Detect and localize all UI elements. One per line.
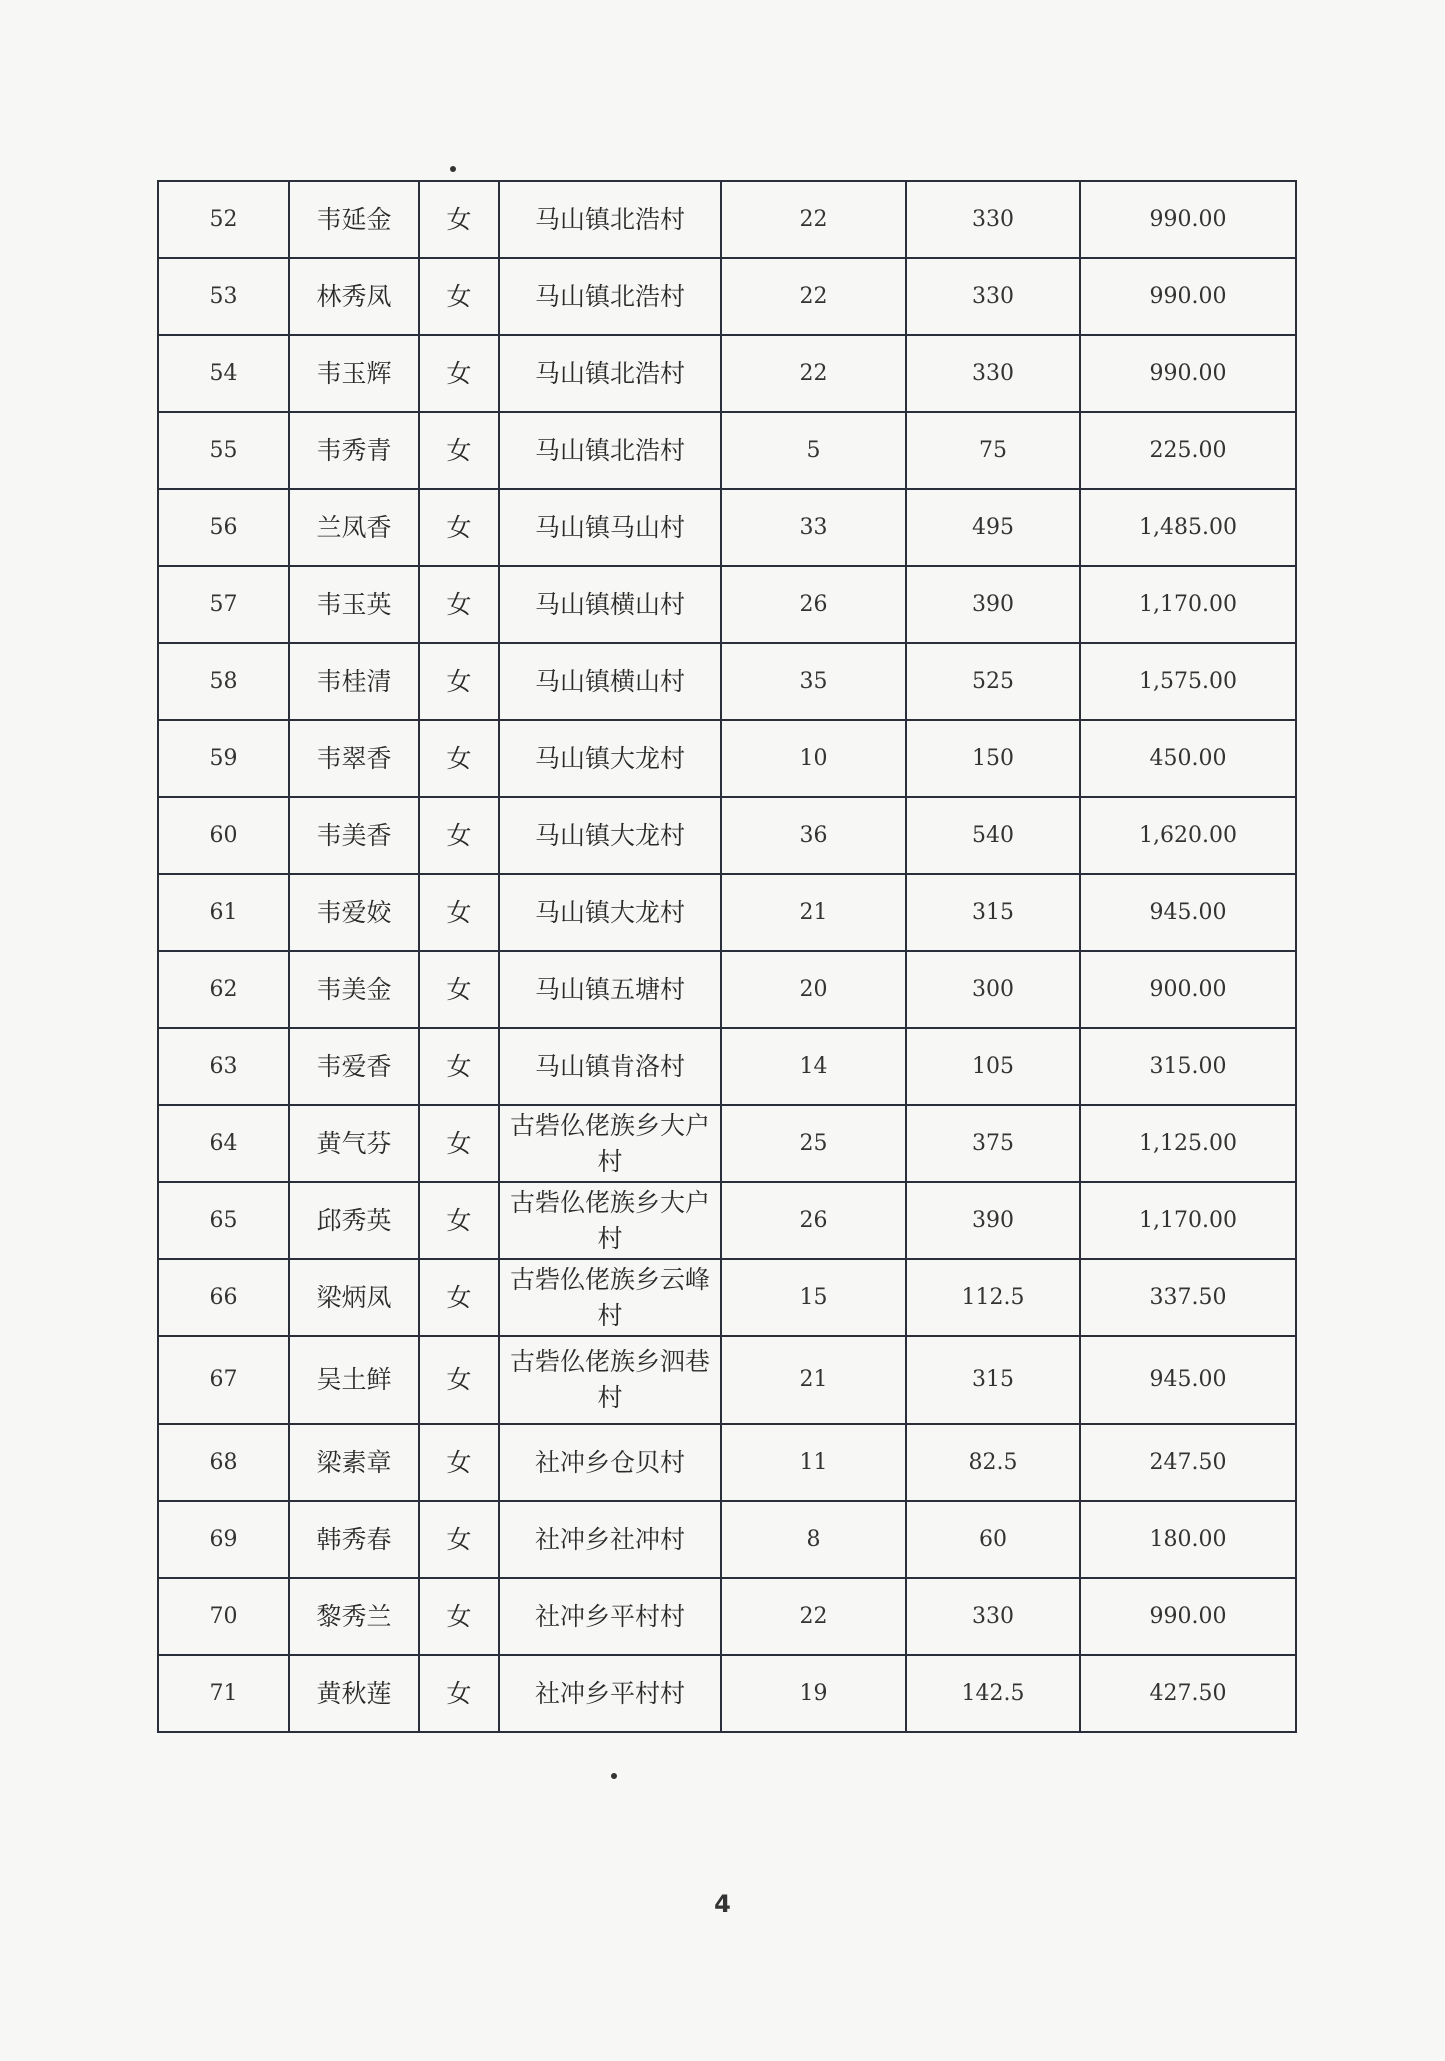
quantity-cell: 22 [721, 1578, 906, 1655]
row-number-cell: 70 [158, 1578, 289, 1655]
gender-cell: 女 [419, 1259, 499, 1336]
person-name-cell: 韦爱姣 [289, 874, 419, 951]
amount-cell: 142.5 [906, 1655, 1080, 1732]
person-name-cell: 韩秀春 [289, 1501, 419, 1578]
person-name-cell: 邱秀英 [289, 1182, 419, 1259]
total-amount-cell: 1,485.00 [1080, 489, 1296, 566]
gender-cell: 女 [419, 1105, 499, 1182]
table-row [158, 643, 1296, 720]
table-row [158, 1259, 1296, 1336]
village-cell: 马山镇横山村 [499, 643, 721, 720]
amount-cell: 105 [906, 1028, 1080, 1105]
table-row [158, 1028, 1296, 1105]
row-number-cell: 65 [158, 1182, 289, 1259]
table-row [158, 566, 1296, 643]
amount-cell: 495 [906, 489, 1080, 566]
total-amount-cell: 247.50 [1080, 1424, 1296, 1501]
table-row [158, 720, 1296, 797]
person-name-cell: 黄秋莲 [289, 1655, 419, 1732]
table-row [158, 1501, 1296, 1578]
person-name-cell: 兰凤香 [289, 489, 419, 566]
person-name-cell: 韦秀青 [289, 412, 419, 489]
person-name-cell: 韦美金 [289, 951, 419, 1028]
person-name-cell: 韦翠香 [289, 720, 419, 797]
total-amount-cell: 1,170.00 [1080, 1182, 1296, 1259]
person-name-cell: 黄气芬 [289, 1105, 419, 1182]
gender-cell: 女 [419, 335, 499, 412]
total-amount-cell: 990.00 [1080, 258, 1296, 335]
gender-cell: 女 [419, 1424, 499, 1501]
village-cell: 社冲乡社冲村 [499, 1501, 721, 1578]
amount-cell: 315 [906, 1336, 1080, 1424]
village-cell: 马山镇大龙村 [499, 874, 721, 951]
quantity-cell: 33 [721, 489, 906, 566]
total-amount-cell: 315.00 [1080, 1028, 1296, 1105]
row-number-cell: 55 [158, 412, 289, 489]
row-number-cell: 63 [158, 1028, 289, 1105]
person-name-cell: 韦美香 [289, 797, 419, 874]
gender-cell: 女 [419, 797, 499, 874]
table-row [158, 1424, 1296, 1501]
amount-cell: 390 [906, 1182, 1080, 1259]
amount-cell: 540 [906, 797, 1080, 874]
amount-cell: 330 [906, 258, 1080, 335]
village-cell: 马山镇北浩村 [499, 335, 721, 412]
row-number-cell: 53 [158, 258, 289, 335]
village-cell: 社冲乡平村村 [499, 1655, 721, 1732]
person-name-cell: 黎秀兰 [289, 1578, 419, 1655]
village-cell: 古砦仫佬族乡大户村 [499, 1182, 721, 1259]
roster-body [158, 181, 1296, 1732]
row-number-cell: 69 [158, 1501, 289, 1578]
village-cell: 马山镇五塘村 [499, 951, 721, 1028]
scan-speck [450, 166, 456, 172]
gender-cell: 女 [419, 489, 499, 566]
quantity-cell: 20 [721, 951, 906, 1028]
page-number: 4 [714, 1890, 731, 1918]
row-number-cell: 58 [158, 643, 289, 720]
village-cell: 马山镇马山村 [499, 489, 721, 566]
person-name-cell: 林秀凤 [289, 258, 419, 335]
amount-cell: 330 [906, 181, 1080, 258]
quantity-cell: 8 [721, 1501, 906, 1578]
quantity-cell: 15 [721, 1259, 906, 1336]
total-amount-cell: 900.00 [1080, 951, 1296, 1028]
village-cell: 马山镇横山村 [499, 566, 721, 643]
person-name-cell: 梁素章 [289, 1424, 419, 1501]
quantity-cell: 5 [721, 412, 906, 489]
quantity-cell: 22 [721, 335, 906, 412]
gender-cell: 女 [419, 1501, 499, 1578]
total-amount-cell: 450.00 [1080, 720, 1296, 797]
quantity-cell: 36 [721, 797, 906, 874]
village-cell: 马山镇肯洛村 [499, 1028, 721, 1105]
amount-cell: 60 [906, 1501, 1080, 1578]
village-cell: 古砦仫佬族乡大户村 [499, 1105, 721, 1182]
total-amount-cell: 990.00 [1080, 1578, 1296, 1655]
quantity-cell: 19 [721, 1655, 906, 1732]
total-amount-cell: 945.00 [1080, 874, 1296, 951]
row-number-cell: 67 [158, 1336, 289, 1424]
total-amount-cell: 180.00 [1080, 1501, 1296, 1578]
total-amount-cell: 1,125.00 [1080, 1105, 1296, 1182]
amount-cell: 82.5 [906, 1424, 1080, 1501]
amount-cell: 75 [906, 412, 1080, 489]
row-number-cell: 60 [158, 797, 289, 874]
amount-cell: 300 [906, 951, 1080, 1028]
quantity-cell: 11 [721, 1424, 906, 1501]
village-cell: 古砦仫佬族乡云峰村 [499, 1259, 721, 1336]
quantity-cell: 22 [721, 258, 906, 335]
amount-cell: 390 [906, 566, 1080, 643]
gender-cell: 女 [419, 258, 499, 335]
gender-cell: 女 [419, 643, 499, 720]
quantity-cell: 10 [721, 720, 906, 797]
gender-cell: 女 [419, 1336, 499, 1424]
gender-cell: 女 [419, 1655, 499, 1732]
quantity-cell: 25 [721, 1105, 906, 1182]
village-cell: 社冲乡仓贝村 [499, 1424, 721, 1501]
row-number-cell: 54 [158, 335, 289, 412]
total-amount-cell: 990.00 [1080, 335, 1296, 412]
row-number-cell: 52 [158, 181, 289, 258]
table-row [158, 797, 1296, 874]
person-name-cell: 韦桂清 [289, 643, 419, 720]
person-name-cell: 韦玉辉 [289, 335, 419, 412]
table-row [158, 874, 1296, 951]
amount-cell: 330 [906, 335, 1080, 412]
gender-cell: 女 [419, 566, 499, 643]
person-name-cell: 韦爱香 [289, 1028, 419, 1105]
quantity-cell: 21 [721, 874, 906, 951]
row-number-cell: 57 [158, 566, 289, 643]
row-number-cell: 56 [158, 489, 289, 566]
amount-cell: 315 [906, 874, 1080, 951]
table-row [158, 335, 1296, 412]
quantity-cell: 14 [721, 1028, 906, 1105]
row-number-cell: 71 [158, 1655, 289, 1732]
table-row [158, 951, 1296, 1028]
village-cell: 马山镇大龙村 [499, 797, 721, 874]
table-row [158, 412, 1296, 489]
village-cell: 古砦仫佬族乡泗巷村 [499, 1336, 721, 1424]
table-row [158, 489, 1296, 566]
row-number-cell: 61 [158, 874, 289, 951]
table-row [158, 1336, 1296, 1424]
person-name-cell: 韦玉英 [289, 566, 419, 643]
total-amount-cell: 225.00 [1080, 412, 1296, 489]
gender-cell: 女 [419, 1182, 499, 1259]
row-number-cell: 64 [158, 1105, 289, 1182]
village-cell: 马山镇大龙村 [499, 720, 721, 797]
quantity-cell: 22 [721, 181, 906, 258]
quantity-cell: 26 [721, 1182, 906, 1259]
gender-cell: 女 [419, 720, 499, 797]
gender-cell: 女 [419, 874, 499, 951]
quantity-cell: 21 [721, 1336, 906, 1424]
table-row [158, 1182, 1296, 1259]
table-row [158, 1578, 1296, 1655]
gender-cell: 女 [419, 1028, 499, 1105]
gender-cell: 女 [419, 412, 499, 489]
total-amount-cell: 427.50 [1080, 1655, 1296, 1732]
quantity-cell: 35 [721, 643, 906, 720]
village-cell: 马山镇北浩村 [499, 412, 721, 489]
table-row [158, 258, 1296, 335]
roster-table [157, 180, 1297, 1733]
village-cell: 马山镇北浩村 [499, 181, 721, 258]
person-name-cell: 韦延金 [289, 181, 419, 258]
row-number-cell: 62 [158, 951, 289, 1028]
person-name-cell: 梁炳凤 [289, 1259, 419, 1336]
gender-cell: 女 [419, 181, 499, 258]
total-amount-cell: 945.00 [1080, 1336, 1296, 1424]
gender-cell: 女 [419, 1578, 499, 1655]
amount-cell: 525 [906, 643, 1080, 720]
quantity-cell: 26 [721, 566, 906, 643]
row-number-cell: 59 [158, 720, 289, 797]
total-amount-cell: 337.50 [1080, 1259, 1296, 1336]
total-amount-cell: 1,575.00 [1080, 643, 1296, 720]
village-cell: 社冲乡平村村 [499, 1578, 721, 1655]
table-row [158, 1655, 1296, 1732]
table-row [158, 1105, 1296, 1182]
scan-speck [611, 1773, 617, 1779]
row-number-cell: 66 [158, 1259, 289, 1336]
gender-cell: 女 [419, 951, 499, 1028]
row-number-cell: 68 [158, 1424, 289, 1501]
table-row [158, 181, 1296, 258]
total-amount-cell: 1,620.00 [1080, 797, 1296, 874]
village-cell: 马山镇北浩村 [499, 258, 721, 335]
amount-cell: 112.5 [906, 1259, 1080, 1336]
person-name-cell: 吴土鲜 [289, 1336, 419, 1424]
amount-cell: 330 [906, 1578, 1080, 1655]
total-amount-cell: 990.00 [1080, 181, 1296, 258]
total-amount-cell: 1,170.00 [1080, 566, 1296, 643]
amount-cell: 375 [906, 1105, 1080, 1182]
amount-cell: 150 [906, 720, 1080, 797]
